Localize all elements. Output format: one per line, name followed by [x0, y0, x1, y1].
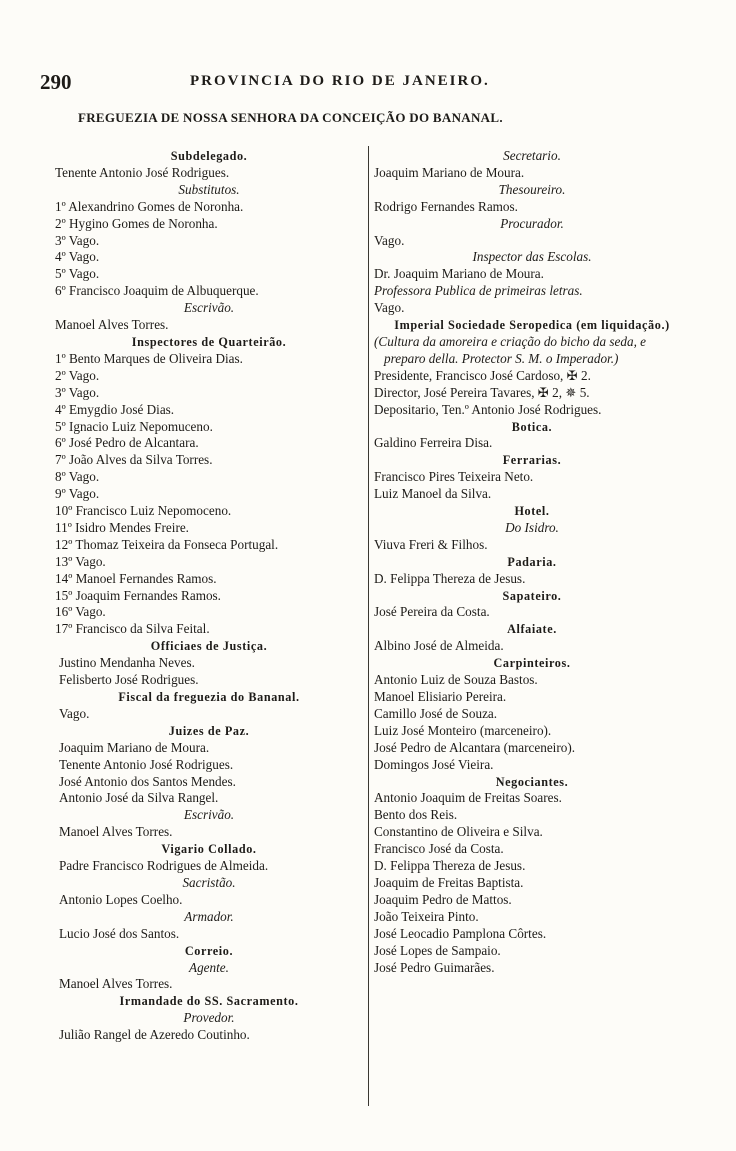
entry-text: D. Felippa Thereza de Jesus.	[374, 858, 526, 874]
entry-text: 2º Hygino Gomes de Noronha.	[55, 215, 218, 231]
entry-name: Joaquim Mariano de Moura.	[59, 739, 210, 755]
entry-name: Julião Rangel de Azeredo Coutinho.	[59, 1027, 250, 1043]
entry-text: 14º Manoel Fernandes Ramos.	[55, 570, 217, 586]
page-number: 290	[40, 70, 72, 94]
entry-role: Substitutos.	[178, 181, 240, 197]
running-head: PROVINCIA DO RIO DE JANEIRO.	[190, 73, 490, 89]
entry-text: 16º Vago.	[55, 604, 106, 620]
entry-text: 13º Vago.	[55, 553, 106, 569]
entry-text: 5º Ignacio Luiz Nepomuceno.	[55, 418, 213, 434]
entry-heading: Carpinteiros.	[493, 656, 571, 671]
entry-name: Padre Francisco Rodrigues de Almeida.	[59, 858, 269, 874]
entry-name: Antonio Lopes Coelho.	[59, 891, 183, 907]
entry-text: D. Felippa Thereza de Jesus.	[374, 570, 526, 586]
entry-text: José Lopes de Sampaio.	[374, 942, 501, 958]
entry-heading: Alfaiate.	[507, 622, 557, 637]
entry-heading: Irmandade do SS. Sacramento.	[119, 994, 299, 1009]
entry-text: 1º Bento Marques de Oliveira Dias.	[55, 350, 243, 366]
entry-name: José Antonio dos Santos Mendes.	[59, 773, 236, 789]
entry-text: José Pereira da Costa.	[374, 604, 490, 620]
entry-text: Antonio Joaquim de Freitas Soares.	[374, 790, 562, 806]
entry-text: Galdino Ferreira Disa.	[374, 435, 493, 451]
entry-role: Agente.	[189, 959, 229, 975]
entry-text: Depositario, Ten.º Antonio José Rodrigues.	[374, 401, 602, 417]
entry-text: Joaquim Mariano de Moura.	[374, 164, 525, 180]
parish-title: FREGUEZIA DE NOSSA SENHORA DA CONCEIÇÃO DO BANANAL.	[78, 110, 503, 125]
entry-name: Lucio José dos Santos.	[59, 925, 180, 941]
entry-text: 8º Vago.	[55, 469, 100, 485]
entry-text: 5º Vago.	[55, 266, 100, 282]
entry-text: Bento dos Reis.	[374, 807, 458, 823]
entry-text: Viuva Freri & Filhos.	[374, 536, 488, 552]
entry-name: Manoel Alves Torres.	[59, 976, 173, 992]
entry-text: 9º Vago.	[55, 486, 100, 502]
entry-text: 12º Thomaz Teixeira da Fonseca Portugal.	[55, 536, 279, 552]
entry-name: Antonio José da Silva Rangel.	[59, 790, 219, 806]
entry-text: 2º Vago.	[55, 367, 100, 383]
entry-text: José Pedro de Alcantara (marceneiro).	[374, 739, 576, 755]
entry-heading: Officiaes de Justiça.	[150, 639, 268, 654]
entry-text: Manoel Elisiario Pereira.	[374, 689, 507, 704]
entry-text: 15º Joaquim Fernandes Ramos.	[55, 587, 221, 603]
entry-heading: Imperial Sociedade Seropedica (em liquidação.)	[394, 318, 670, 333]
entry-heading: Hotel.	[514, 504, 550, 519]
entry-text: Luiz José Monteiro (marceneiro).	[374, 722, 552, 738]
entry-text: Domingos José Vieira.	[374, 756, 494, 772]
entry-role: Thesoureiro.	[498, 181, 566, 197]
entry-text: 4º Vago.	[55, 249, 100, 265]
entry-note: (Cultura da amoreira e criação do bicho da seda, e preparo della. Protector S. M. o Imperador.)	[374, 333, 647, 366]
entry-text: Vago.	[374, 232, 405, 248]
entry-text: Albino José de Almeida.	[374, 638, 504, 654]
entry-text: Francisco José da Costa.	[374, 841, 504, 857]
entry-role: Provedor.	[183, 1010, 235, 1026]
entry-text: 10º Francisco Luiz Nepomoceno.	[55, 503, 232, 519]
entry-text: Joaquim de Freitas Baptista.	[374, 874, 524, 890]
entry-heading: Padaria.	[507, 554, 557, 569]
left-column	[55, 148, 363, 1044]
entry-heading: Correio.	[184, 943, 234, 958]
entry-name: Justino Mendanha Neves.	[59, 655, 195, 671]
entry-text: 17º Francisco da Silva Feital.	[55, 621, 210, 637]
entry-text: 1º Alexandrino Gomes de Noronha.	[55, 198, 244, 214]
entry-role: Secretario.	[503, 148, 561, 163]
entry-role: Inspector das Escolas.	[472, 249, 592, 265]
entry-role: Do Isidro.	[505, 519, 559, 535]
entry-text: 6º José Pedro de Alcantara.	[55, 435, 199, 451]
entry-text: José Pedro Guimarães.	[374, 959, 495, 975]
right-column	[374, 148, 690, 976]
entry-text: João Teixeira Pinto.	[374, 908, 479, 924]
entry-heading: Juizes de Paz.	[168, 723, 250, 738]
entry-text: Tenente Antonio José Rodrigues.	[55, 164, 230, 180]
entry-text: Rodrigo Fernandes Ramos.	[374, 198, 518, 214]
entry-name: Manoel Alves Torres.	[59, 824, 173, 840]
entry-text: Antonio Luiz de Souza Bastos.	[374, 672, 538, 688]
entry-text: Constantino de Oliveira e Silva.	[374, 824, 543, 840]
entry-text: Francisco Pires Teixeira Neto.	[374, 469, 534, 485]
entry-role: Procurador.	[500, 215, 564, 231]
entry-role: Escrivão.	[183, 300, 235, 316]
entry-name: Tenente Antonio José Rodrigues.	[59, 756, 234, 772]
entry-heading: Negociantes.	[495, 774, 569, 789]
entry-heading: Sapateiro.	[502, 588, 562, 603]
entry-heading: Botica.	[511, 419, 553, 434]
entry-text: Director, José Pereira Tavares, ✠ 2, ✵ 5.	[374, 384, 590, 400]
entry-role: Armador.	[184, 908, 234, 924]
entry-heading: Vigario Collado.	[161, 842, 257, 857]
entry-role: Escrivão.	[183, 807, 235, 823]
entry-text: 4º Emygdio José Dias.	[55, 401, 175, 417]
column-rule	[368, 146, 369, 1106]
entry-text: Manoel Alves Torres.	[55, 317, 169, 333]
entry-name: Felisberto José Rodrigues.	[59, 672, 199, 688]
entry-text: Vago.	[374, 300, 405, 316]
entry-heading: Inspectores de Quarteirão.	[131, 334, 287, 349]
entry-role: Sacristão.	[182, 874, 236, 890]
entry-text: 7º João Alves da Silva Torres.	[55, 452, 213, 468]
entry-text: Dr. Joaquim Mariano de Moura.	[374, 266, 544, 282]
entry-text: 3º Vago.	[55, 232, 100, 248]
entry-text: Joaquim Pedro de Mattos.	[374, 891, 512, 907]
entry-text: 3º Vago.	[55, 384, 100, 400]
entry-text: 6º Francisco Joaquim de Albuquerque.	[55, 283, 259, 299]
entry-heading: Subdelegado.	[170, 149, 248, 163]
entry-text: Camillo José de Souza.	[374, 705, 498, 721]
entry-text: José Leocadio Pamplona Côrtes.	[374, 925, 547, 941]
entry-name: Vago.	[59, 705, 90, 721]
entry-text: Luiz Manoel da Silva.	[374, 486, 492, 502]
entry-heading: Fiscal da freguezia do Bananal.	[118, 690, 300, 704]
entry-text: 11º Isidro Mendes Freire.	[55, 519, 189, 535]
entry-heading: Ferrarias.	[502, 453, 562, 468]
entry-italic: Professora Publica de primeiras letras.	[374, 283, 583, 299]
entry-text: Presidente, Francisco José Cardoso, ✠ 2.	[374, 367, 591, 383]
